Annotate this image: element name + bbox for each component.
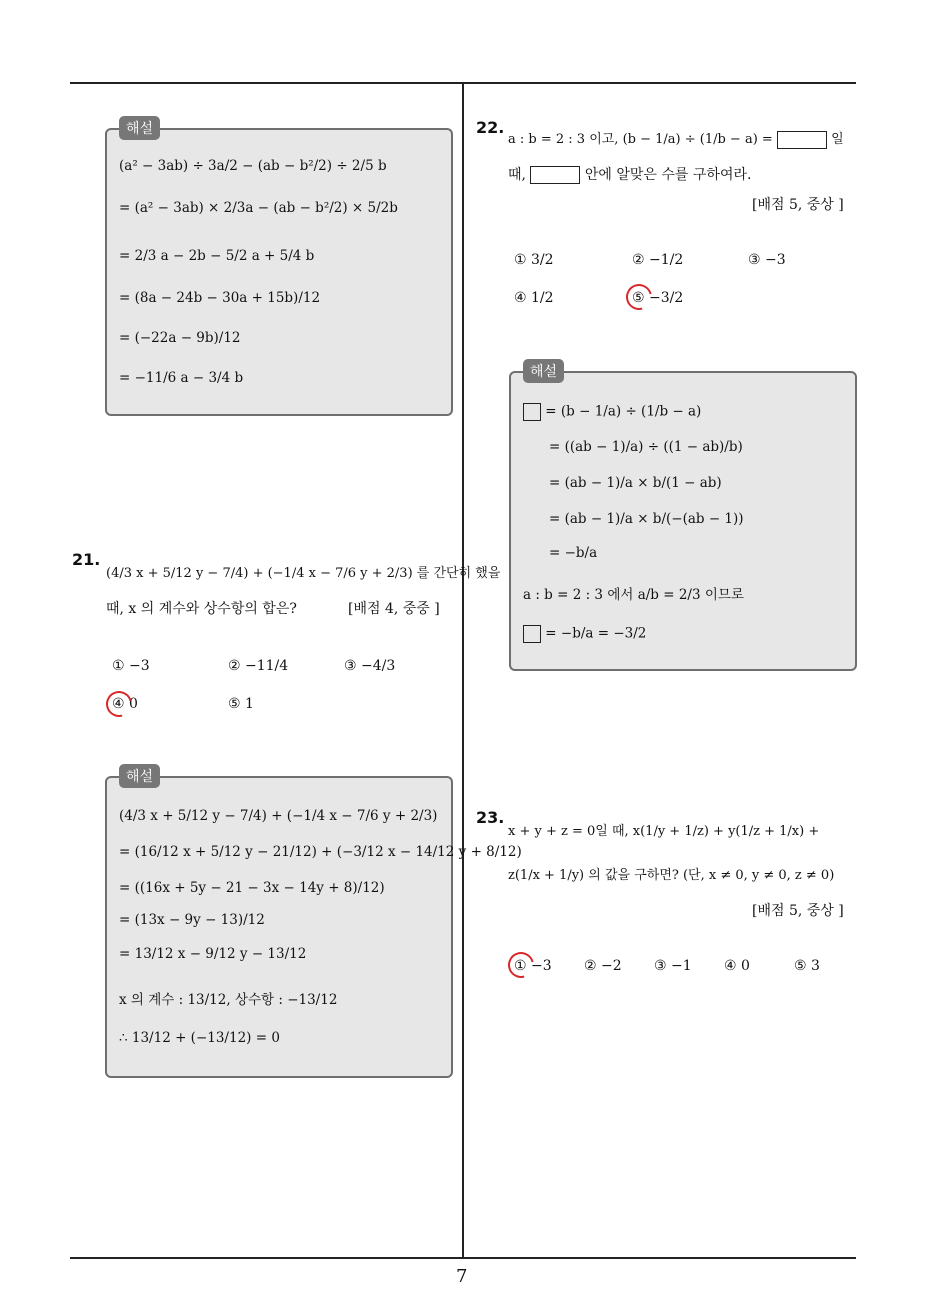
q20-solution-tag: 해설 <box>119 116 160 140</box>
q20-solution-line: (a² − 3ab) ÷ 3a/2 − (ab − b²/2) ÷ 2/5 b <box>119 158 387 174</box>
q20-solution-line: = (8a − 24b − 30a + 15b)/12 <box>119 290 321 306</box>
q21-choice-5[interactable]: ⑤ 1 <box>228 696 254 712</box>
q22-solution-line: = (ab − 1)/a × b/(−(ab − 1)) <box>549 511 744 527</box>
q22-solution-line-6 <box>523 625 646 643</box>
q21-choice-4[interactable]: ④ 0 <box>112 696 138 712</box>
q22-question-line1-a: a : b = 2 : 3 이고, (b − 1/a) ÷ (1/b − a) = <box>508 132 773 147</box>
q21-points: [배점 4, 중중 ] <box>348 601 440 617</box>
bottom-rule <box>70 1257 856 1259</box>
q20-solution-line: = (−22a − 9b)/12 <box>119 330 241 346</box>
q23-choice-1[interactable]: ① −3 <box>514 958 552 974</box>
q22-question-line2 <box>508 164 751 184</box>
q21-solution-tag: 해설 <box>119 764 160 788</box>
q21-solution-line: = 13/12 x − 9/12 y − 13/12 <box>119 946 307 962</box>
q22-question-line1-b: 일 <box>831 132 844 147</box>
q21-question-line1: (4/3 x + 5/12 y − 7/4) + (−1/4 x − 7/6 y + 2/3) 를 간단히 했을 <box>106 566 501 581</box>
q21-solution-line: x 의 계수 : 13/12, 상수항 : −13/12 <box>119 992 338 1008</box>
q21-solution-box <box>105 776 522 1078</box>
q21-choice-2[interactable]: ② −11/4 <box>228 658 289 674</box>
q22-choice-3[interactable]: ③ −3 <box>748 252 786 268</box>
q20-solution-line: = (a² − 3ab) × 2/3a − (ab − b²/2) × 5/2b <box>119 200 398 216</box>
q23-answer-mark <box>503 947 539 983</box>
q23-choice-3[interactable]: ③ −1 <box>654 958 692 974</box>
q21-solution-line: (4/3 x + 5/12 y − 7/4) + (−1/4 x − 7/6 y + 2/3) <box>119 808 438 824</box>
q22-solution-blank <box>523 403 541 421</box>
q20-solution-box <box>105 128 453 416</box>
q22-number: 22. <box>476 118 505 137</box>
q23-choice-5[interactable]: ⑤ 3 <box>794 958 820 974</box>
q22-answer-mark <box>621 279 657 315</box>
q21-answer-mark <box>101 686 137 722</box>
q22-answer-blank[interactable] <box>777 131 827 149</box>
q23-points: [배점 5, 중상 ] <box>752 903 844 919</box>
q22-choice-5[interactable]: ⑤ −3/2 <box>632 290 684 306</box>
q22-solution-line: = −b/a <box>549 545 598 561</box>
q21-choice-1[interactable]: ① −3 <box>112 658 150 674</box>
q22-solution-line: = ((ab − 1)/a) ÷ ((1 − ab)/b) <box>549 439 743 455</box>
q23-choice-2[interactable]: ② −2 <box>584 958 622 974</box>
q22-choice-4[interactable]: ④ 1/2 <box>514 290 554 306</box>
q22-answer-blank-2 <box>530 166 580 184</box>
q21-choice-3[interactable]: ③ −4/3 <box>344 658 396 674</box>
q21-question-line2: 때, x 의 계수와 상수항의 합은? <box>106 601 297 617</box>
q21-solution-line: = ((16x + 5y − 21 − 3x − 14y + 8)/12) <box>119 880 385 896</box>
q22-question-line2-b: 안에 알맞은 수를 구하여라. <box>584 167 752 183</box>
q22-solution-text: = (b − 1/a) ÷ (1/b − a) <box>545 403 702 420</box>
q23-number: 23. <box>476 808 505 827</box>
page-number: 7 <box>456 1266 468 1287</box>
q22-question-line2-a: 때, <box>508 167 526 183</box>
q22-solution-box <box>509 371 857 671</box>
q22-solution-line: = (ab − 1)/a × b/(1 − ab) <box>549 475 722 491</box>
q22-solution-line-0 <box>523 403 701 421</box>
q21-solution-line: = (13x − 9y − 13)/12 <box>119 912 265 928</box>
q22-question-line1 <box>508 128 844 149</box>
q23-choice-4[interactable]: ④ 0 <box>724 958 750 974</box>
q23-question-line1: x + y + z = 0일 때, x(1/y + 1/z) + y(1/z + 1/x) + <box>508 824 820 839</box>
q22-points: [배점 5, 중상 ] <box>752 197 844 213</box>
q22-choice-2[interactable]: ② −1/2 <box>632 252 684 268</box>
q22-solution-text: = −b/a = −3/2 <box>545 625 647 642</box>
q22-solution-tag: 해설 <box>523 359 564 383</box>
q23-question-line2: z(1/x + 1/y) 의 값을 구하면? (단, x ≠ 0, y ≠ 0, z ≠ 0) <box>508 868 835 883</box>
column-divider <box>462 84 464 1258</box>
q22-solution-blank <box>523 625 541 643</box>
q22-solution-line: a : b = 2 : 3 에서 a/b = 2/3 이므로 <box>523 587 744 603</box>
q21-solution-line: ∴ 13/12 + (−13/12) = 0 <box>119 1030 280 1046</box>
q21-number: 21. <box>72 550 101 569</box>
q20-solution-line: = 2/3 a − 2b − 5/2 a + 5/4 b <box>119 248 315 264</box>
q20-solution-line: = −11/6 a − 3/4 b <box>119 370 244 386</box>
q22-choice-1[interactable]: ① 3/2 <box>514 252 554 268</box>
q21-solution-line: = (16/12 x + 5/12 y − 21/12) + (−3/12 x − 14/12 y + 8/12) <box>119 844 522 860</box>
